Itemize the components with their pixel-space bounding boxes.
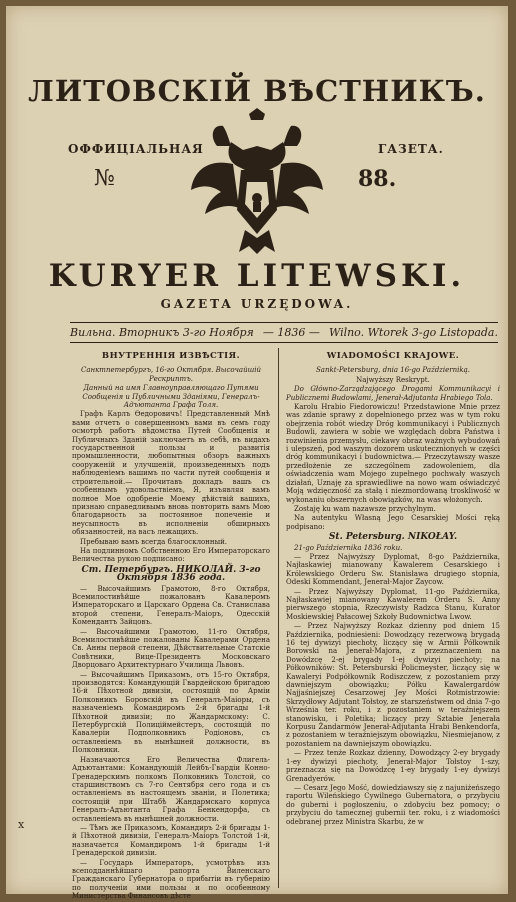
paragraph: — Przez tenże Rozkaz dzienny, Dowodzący 2-ey brygady 1-ey dywizyi piechoty, Jenerał-Major Tołstoy 1-szy, przeznacza się na Dowódzcę 1-ey brygady 1-ey dywizyi Grenadyerów. xyxy=(286,749,500,783)
dateline xyxy=(70,326,498,339)
newspaper-page xyxy=(6,6,508,901)
paragraph: — Przez Najwyższy Dyplomat, 11-go Października, Najłaskawiej mianowany Kawalerem Orderu S. Anny pierwszego stopnia, Rzeczywisty Radzca Stanu, Kurator Moskiewskiej Pałacowej Szkoły Budownictwa Lwow. xyxy=(286,587,500,621)
paragraph: — Высочайшими Грамотою, 11-го Октября, Всемилостивѣйше пожалованы Кавалерами Ордена Св. Анны первой степени, Дѣйствительные Статскіе Совѣтники, Вице-Президентъ Московскаго Дворцоваго Архитектурнаго Училища Львовъ. xyxy=(72,627,270,670)
paragraph: — Высочайшимъ Приказомъ, отъ 15-го Октября, производятся: Командующій Гвардейскою бригадою 16-й Пѣхотной дивизіи, состоящій по Арміи Полковникъ Боровскій въ Генералъ-Маіоры, съ назначеніемъ Командиромъ 2-й бригады 1-й Пѣхотной дивизіи; по Жандармскому: С. Петербургскій Полиціймейстеръ, состоящій по Кавалеріи Подполковникъ Родіоновъ, съ оставленіемъ въ нынѣшней должности, въ Полковники. xyxy=(72,670,270,755)
dateline-bottom-rule xyxy=(70,342,498,343)
dateline-russian: Вильна. Вторникъ 3-го Ноября xyxy=(70,326,254,339)
column-divider xyxy=(278,348,279,888)
paragraph: Na autentyku Własną Jego Cesarskiej Mości ręką podpisano: xyxy=(286,514,500,531)
issue-number: 88. xyxy=(358,166,397,192)
paragraph: Назначаются Его Величества Флигель-Адъютантами: Командующій Лейбъ-Гвардіи Конно-Гренадерскимъ полкомъ Полковникъ Толстой, со старшинствомъ съ 7-го Сентября сего года и съ оставленіемъ въ настоящемъ званіи, и Полетика; состоящій при Штабѣ Жандармскаго корпуса Генералъ-Адъютанта Графа Бенкендорфа, съ оставленіемъ въ нынѣшней должности. xyxy=(72,755,270,823)
masthead-subtitle-left: ОФФИЦІАЛЬНАЯ xyxy=(68,142,204,156)
paragraph: Najwyższy Reskrypt. xyxy=(356,375,430,384)
dateline-top-rule xyxy=(70,322,498,323)
paragraph: На подлинномъ Собственною Его Императорскаго Величества рукою подписано: xyxy=(72,546,270,564)
double-headed-eagle-icon xyxy=(187,106,327,256)
paragraph: Графъ Карлъ Ѳедоровичъ! Представленный Мнѣ вами отчетъ о совершенномъ вами въ семъ году осмотрѣ работъ вѣдомства Путей Сообщенія и Публичныхъ Зданій заключаетъ въ себѣ, въ видахъ государственной пользы и развитія промышленности, любопытныя обзоръ важныхъ сооруженій и улучшеній, произведенныхъ подъ наблюденіемъ вашимъ по части путей сообщенія и строительной.— Прочитавъ докладъ вашъ съ особеннымъ удовольствіемъ, Я, изъявляя вамъ полное Мое одобреніе Моему дѣйствій вашихъ, признаю справедливымъ вновь повторить вамъ Мою благодарность за постоянное попеченіе и неусыпность въ исполненіи обширныхъ обязанностей, на васъ лежащихъ. xyxy=(72,410,270,537)
dateline-polish: Wilno. Wtorek 3-go Listopada. xyxy=(328,326,498,339)
paragraph: — Тѣмъ же Приказомъ, Командиръ 2-й бригады 1-й Пѣхотной дивизіи, Генералъ-Маіоръ Толстой 1-й, назначается Командиромъ 1-й бригады 1-й Гренадерской дивизіи. xyxy=(72,823,270,858)
right-column-polish xyxy=(286,352,500,827)
section-heading-polish: WIADOMOŚCI KRAJOWE. xyxy=(326,351,460,361)
paragraph: 21-go Października 1836 roku. xyxy=(294,543,403,552)
paragraph: Данный на имя Главноуправляющаго Путями Сообщенія и Публичными Зданіями, Генералъ-Адъютанта Графа Толя. xyxy=(82,384,260,410)
paragraph: Zostaję ku wam nazawsze przychylnym. xyxy=(294,504,436,513)
masthead-title-polish: KURYER LITEWSKI. xyxy=(48,258,466,294)
paragraph: Пребываю вамъ всегда благосклонный. xyxy=(80,537,228,546)
margin-note: x xyxy=(18,818,25,831)
paragraph: — Cesarz Jego Mość, dowiedziawszy się z najuniżeńszego raportu Wileńskiego Cywilnego Gubernatora, o przybyciu do guberni i pogłoszeniu, o zdobyciu bez pomocy; o przybyciu do tamecznej gubernii ter. roku, i z wiadomości odebranej przez Ministra Skarbu, że w xyxy=(286,783,500,826)
masthead-subtitle-right: ГАЗЕТА. xyxy=(378,142,444,156)
paragraph: — Przez Najwyższy Rozkaz dzienny pod dniem 15 Października, podniesieni: Dowodzący rezerwową brygadą 16 tej dywizyi piechoty, liczący się w Armii Półkownik Borowski na Jenerał-Majora, z przeznaczeniem na Dowódzcę 2-ej brygady 1-ej dywizyi piechoty; na Półkowników: St. Petersburski Policmeyster, liczący się w Kawaleryi Podpółkownik Rodiszczew, z pozostaniem przy dawniejszym obowiązku; Półku Kawalergardów Najjaśniejszej Cesarzowej Jey Mości Rotmistrzowie: Skrzydłowy Adjutant Tołstoy, ze starszeństwem od dnia 7-go Września ter. roku, i z pozostaniem w teraźniejszem stanowisku, i Poletika; liczący przy Sztabie Jenerała Korpusu Żandarmów Jenerał-Adjutanta Hrabi Benkendorfa, z pozostaniem w teraźniejszym obowiązku, Niesmiejanow, z pozostaniem na dawniejszym obowiązku. xyxy=(286,622,500,748)
paragraph: Karolu Hrabio Fiedorowiczu! Przedstawione Mnie przez was zdanie sprawy z dopełnionego przez was w tym roku obejrzenia robót wiedzy Dróg kommunikacyi i Publicznych Budowli, zawiera w sobie we względach dobra Państwa i rozwinienia przemysłu, ciekawy obraz ważnych wybudowań i ulepszeń, pod waszym dozorem uskutecznionych w części dróg kommunikacyi i budownictwa.— Przeczytawszy wasze przedłożenie ze szczególnem zadowoleniem, dla oświadczenia wam Mojego zupełnego pochwały waszych działań, Uznaję za sprawiedliwe na nowo wam oświadczyć Moją wdzięczność za stałą i niezmordowaną troskliwość w wykonaniu obszernych obowiązków, na was włożonych. xyxy=(286,403,500,504)
masthead-subtitle-polish: GAZETA URZĘDOWA. xyxy=(160,297,354,311)
paragraph: Sankt-Petersburg, dnia 16-go Październiką. xyxy=(316,366,470,375)
signature: St. Petersburg. NIKOŁAY. xyxy=(328,532,458,543)
paragraph: Санктпетербургъ, 16-го Октября. Высочайшій Рескриптъ. xyxy=(80,366,261,383)
section-heading-russian: ВНУТРЕННІЯ ИЗВѢСТІЯ. xyxy=(101,351,241,361)
paragraph: — Высочайшимъ Грамотою, 8-го Октября, Всемилостивѣйше пожалованъ Кавалеромъ Императорскаго и Царскаго Ордена Св. Станислава второй степени, Генералъ-Маіоръ, Одесскій Комендантъ Зайцовъ. xyxy=(72,584,270,627)
left-column-russian xyxy=(72,352,270,902)
issue-number-label: № xyxy=(94,166,115,191)
paragraph: Do Główno-Zarządzającego Drogami Kommunikacyi i Publicznemi Budowlami, Jenerał-Adjutanta Hrabiego Tola. xyxy=(286,385,500,402)
signature: Ст. Петербургъ. НИКОЛАЙ. 3-го Октября 1836 года. xyxy=(81,564,261,584)
masthead-title-russian: ЛИТОВСКІЙ ВѢСТНИКЪ. xyxy=(28,74,486,108)
paragraph: — Государь Императоръ, усмотрѣвъ изъ всеподданнѣйшаго рапорта Виленскаго Гражданскаго Губернатора о прибытіи въ губернію по полученіи ими пользы и по особенному Министерства Финансовъ дѣсте xyxy=(72,858,270,901)
paragraph: — Przez Najwyższy Dyplomat, 8-go Października, Najłaskawiej mianowany Kawalerem Cesarskiego i Królewskiego Orderu Sw. Stanisława drugiego stopnia, Odeski Kommendant, Jenerał-Major Zaycow. xyxy=(286,552,500,587)
dateline-year: — 1836 — xyxy=(262,326,320,339)
